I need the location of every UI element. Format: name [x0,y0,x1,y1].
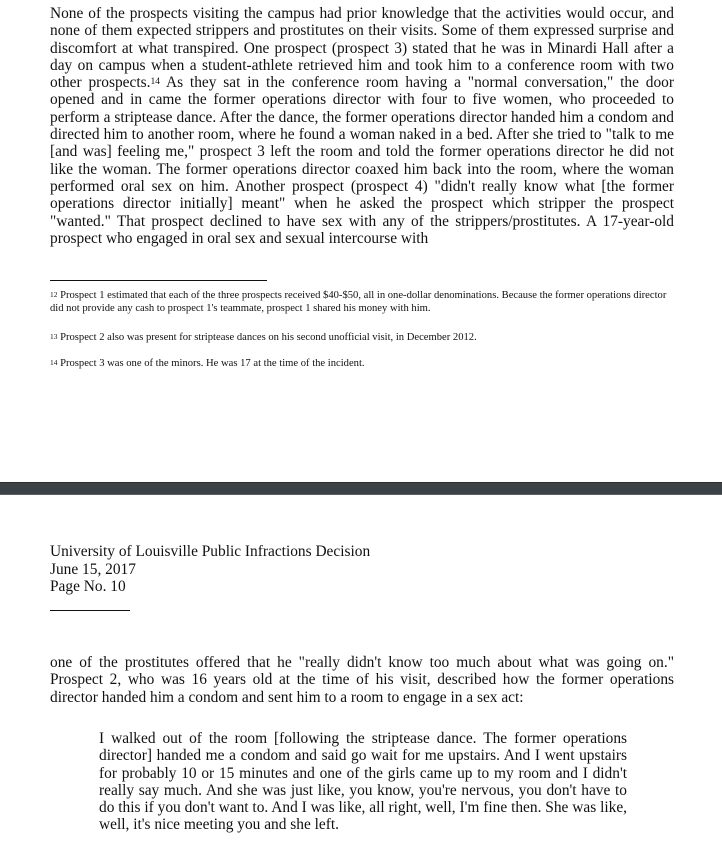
document-page-lower [0,495,722,847]
page-number: Page No. 10 [50,578,126,595]
header-underline [50,610,130,611]
footnote-13 [50,331,674,344]
block-quote: I walked out of the room [following the striptease dance. The former operations director] handed me a condom and said go wait for me upstairs. And I went upstairs for probably 10 or 15 minutes and one of the girls came up to my room and I didn't really say much. And she was just like, you know, you're nervous, you don't have to do this if you don't want to. And I was like, all right, well, I'm fine then. She was like, well, it's nice meeting you and she left. [99,730,627,834]
paragraph-text-part-2: As they sat in the conference room having a "normal conversation," the door opened and in came the former operations director with four to five women, who proceeded to perform a striptease dance. After the dance, the former operations director handed him a condom and directed him to another room, where he found a woman naked in a bed. After she tried to "talk to me [and was] feeling me," prospect 3 left the room and told the former operations director he did not like the woman. The former operations director coaxed him back into the room, where the woman performed oral sex on him. Another prospect (prospect 4) "didn't really know what [the former operations director initially] meant" when he asked the prospect which stripper the prospect "wanted." That prospect declined to have sex with any of the strippers/prostitutes. A 17-year-old prospect who engaged in oral sex and sexual intercourse with [50,74,674,247]
footnote-number: 13 [50,332,58,342]
paragraph-text-part-1: None of the prospects visiting the campus had prior knowledge that the activities would occur, and none of them expected strippers and prostitutes on their visits. Some of them expressed surprise and discomfort at what transpired. One prospect (prospect 3) stated that he was in Minardi Hall after a day on campus when a student-athlete retrieved him and took him to a conference room with two other prospects. [50,5,674,92]
footnote-12 [50,289,674,315]
page-header [50,543,370,596]
footnote-reference-14[interactable]: 14 [150,76,160,88]
body-paragraph: one of the prostitutes offered that he "really didn't know too much about what was going on." Prospect 2, who was 16 years old at the time of his visit, described how the former operations director handed him a condom and sent him to a room to engage in a sex act: [50,654,674,706]
footnote-text: Prospect 2 also was present for striptease dances on his second unofficial visit, in December 2012. [60,332,477,343]
footnote-number: 12 [50,290,58,300]
footnote-separator [50,280,267,281]
body-paragraph [50,5,674,247]
footnote-text: Prospect 3 was one of the minors. He was 17 at the time of the incident. [60,358,365,369]
footnote-text: Prospect 1 estimated that each of the three prospects received $40-$50, all in one-dollar denominations. Because the former operations director did not provide any cash to prospect 1's teammate, prospect 1 shared his money with him. [50,290,667,314]
page-break-divider [0,482,722,495]
document-title: University of Louisville Public Infractions Decision [50,543,371,560]
footnote-14 [50,357,674,370]
document-date: June 15, 2017 [50,560,136,578]
footnote-number: 14 [50,358,58,368]
